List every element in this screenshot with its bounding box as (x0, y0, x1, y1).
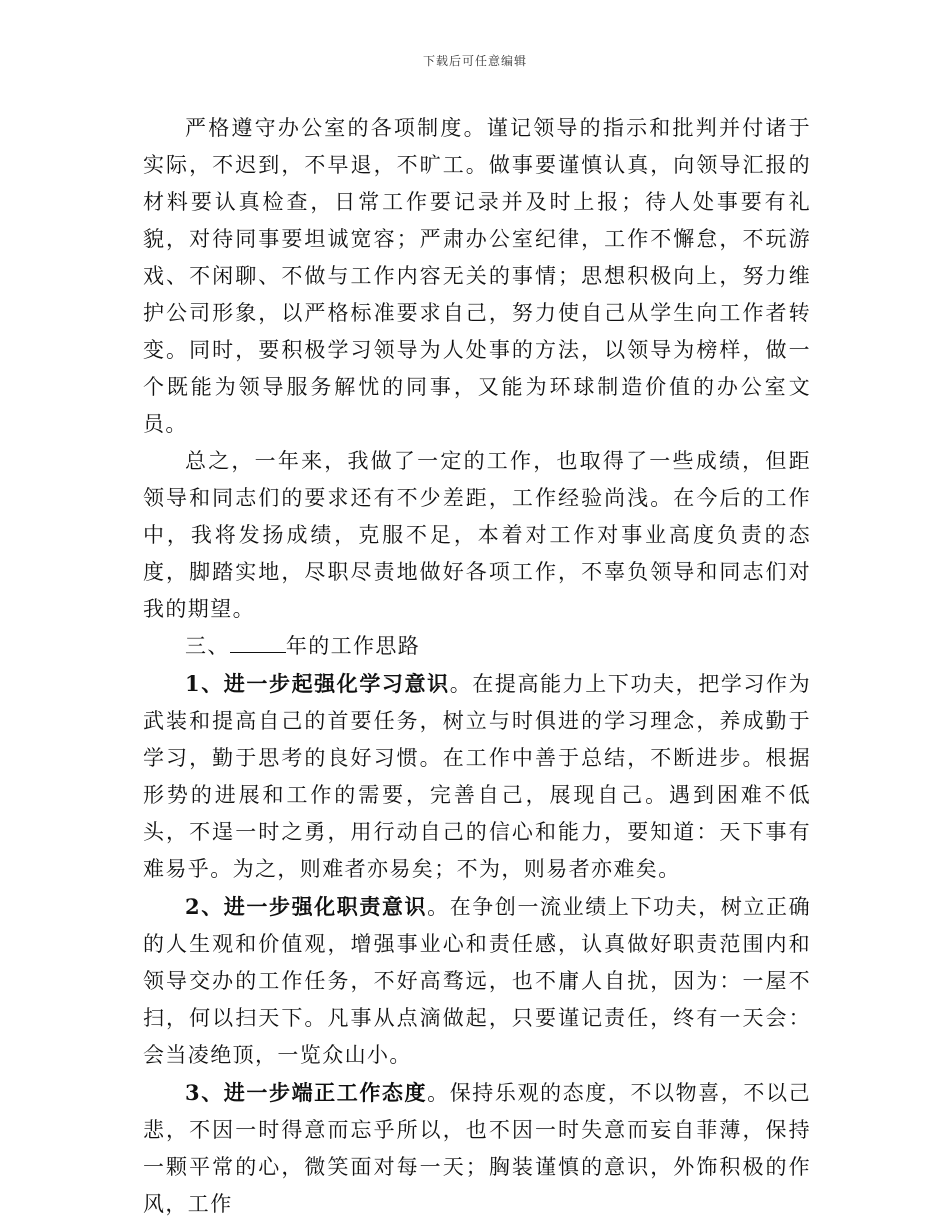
paragraph-item-2 (143, 888, 811, 1074)
item-1-lead: 1、进一步起强化学习意识 (185, 671, 450, 696)
paragraph-item-3 (143, 1074, 811, 1223)
page-header-watermark: 下载后可任意编辑 (422, 54, 527, 68)
section-heading-suffix: 年的工作思路 (285, 634, 421, 658)
section-heading-prefix: 三、 (185, 634, 230, 658)
item-3-lead: 3、进一步端正工作态度 (185, 1080, 428, 1105)
item-3-body: 。保持乐观的态度，不以物喜，不以己悲，不因一时得意而忘乎所以，也不因一时失意而妄自菲薄，保持一颗平常的心，微笑面对每一天；胸装谨慎的意识，外饰积极的作风，工作 (143, 1081, 811, 1216)
item-1-body: 。在提高能力上下功夫，把学习作为武装和提高自己的首要任务，树立与时俱进的学习理念，养成勤于学习，勤于思考的良好习惯。在工作中善于总结，不断进步。根据形势的进展和工作的需要，完善自己，展现自己。遇到困难不低头，不逞一时之勇，用行动自己的信心和能力，要知道：天下事有难易乎。为之，则难者亦易矣；不为，则易者亦难矣。 (143, 672, 811, 881)
year-blank (230, 634, 286, 653)
section-heading (143, 628, 811, 665)
item-2-body: 。在争创一流业绩上下功夫，树立正确的人生观和价值观，增强事业心和责任感，认真做好职责范围内和领导交办的工作任务，不好高骛远，也不庸人自扰，因为：一屋不扫，何以扫天下。凡事从点滴做起，只要谨记责任，终有一天会：会当凌绝顶，一览众山小。 (143, 895, 811, 1067)
item-2-lead: 2、进一步强化职责意识 (185, 894, 428, 919)
paragraph-item-1 (143, 665, 811, 888)
paragraph-summary: 总之，一年来，我做了一定的工作，也取得了一些成绩，但距领导和同志们的要求还有不少差距，工作经验尚浅。在今后的工作中，我将发扬成绩，克服不足，本着对工作对事业高度负责的态度，脚踏实地，尽职尽责地做好各项工作，不辜负领导和同志们对我的期望。 (143, 449, 811, 621)
document-body (143, 110, 811, 1223)
paragraph-office-rules: 严格遵守办公室的各项制度。谨记领导的指示和批判并付诸于实际，不迟到，不早退，不旷工。做事要谨慎认真，向领导汇报的材料要认真检查，日常工作要记录并及时上报；待人处事要有礼貌，对待同事要坦诚宽容；严肃办公室纪律，工作不懈怠，不玩游戏、不闲聊、不做与工作内容无关的事情；思想积极向上，努力维护公司形象，以严格标准要求自己，努力使自己从学生向工作者转变。同时，要积极学习领导为人处事的方法，以领导为榜样，做一个既能为领导服务解忧的同事，又能为环球制造价值的办公室文员。 (143, 116, 811, 436)
